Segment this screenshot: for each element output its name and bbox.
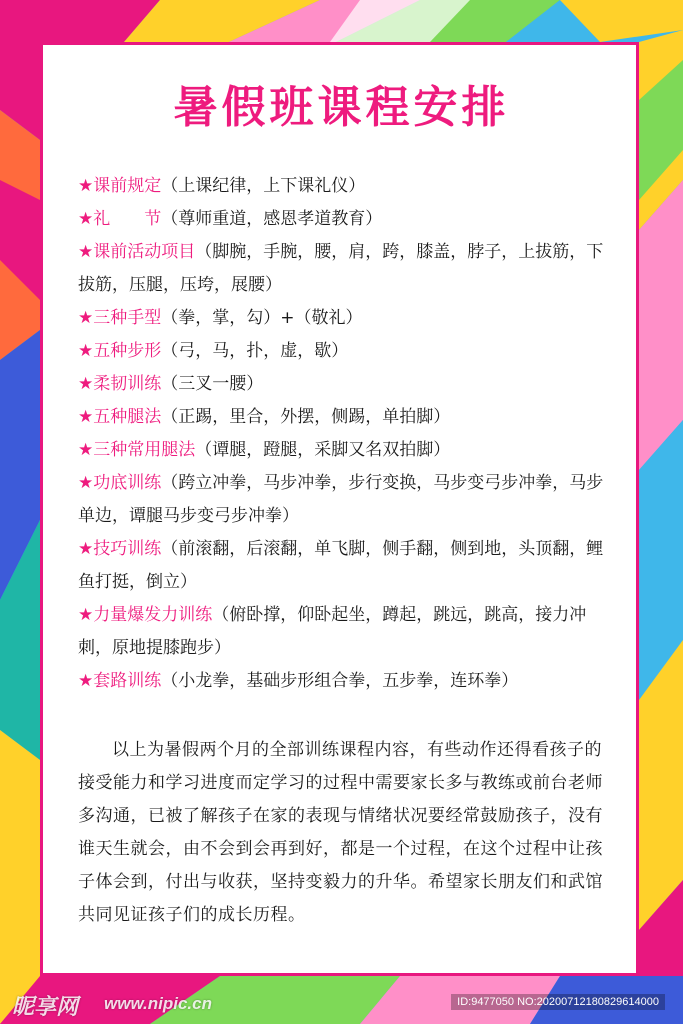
course-item-detail: （尊师重道，感恩孝道教育） xyxy=(161,209,383,229)
star-icon: ★ xyxy=(78,407,94,427)
course-item-detail: （上课纪律，上下课礼仪） xyxy=(161,176,366,196)
star-icon: ★ xyxy=(78,308,94,328)
course-item-label: 礼 节 xyxy=(93,209,162,229)
course-item-fundamentals xyxy=(78,467,614,533)
watermark-url: www.nipic.cn xyxy=(104,994,212,1013)
star-icon: ★ xyxy=(78,176,94,196)
star-icon: ★ xyxy=(78,209,94,229)
course-item-label: 功底训练 xyxy=(93,473,162,493)
course-item-detail: （小龙拳，基础步形组合拳，五步拳，连环拳） xyxy=(161,671,519,691)
watermark-logo: 昵享网 xyxy=(12,994,79,1019)
course-item-label: 三种常用腿法 xyxy=(93,440,196,460)
course-item-flexibility xyxy=(78,368,614,401)
course-item-routines xyxy=(78,665,614,698)
course-item-label: 五种腿法 xyxy=(93,407,162,427)
course-item-label: 课前规定 xyxy=(93,176,162,196)
star-icon: ★ xyxy=(78,341,94,361)
course-item-label: 三种手型 xyxy=(93,308,162,328)
course-item-label: 力量爆发力训练 xyxy=(93,605,213,625)
course-item-techniques xyxy=(78,533,614,599)
course-item-common-kicks xyxy=(78,434,614,467)
course-item-label: 套路训练 xyxy=(93,671,162,691)
course-item-label: 柔韧训练 xyxy=(93,374,162,394)
star-icon: ★ xyxy=(78,242,94,262)
course-item-label: 技巧训练 xyxy=(93,539,162,559)
poster-title: 暑假班课程安排 xyxy=(173,82,510,133)
course-item-detail: （拳，掌，勾）+（敬礼） xyxy=(161,308,363,328)
course-item-detail: （正踢，里合，外摆，侧踢，单拍脚） xyxy=(161,407,451,427)
course-item-detail: （跨立冲拳，马步冲拳，步行变换，马步变弓步冲拳，马步单边，谭腿马步变弓步冲拳） xyxy=(78,473,604,526)
star-icon: ★ xyxy=(78,671,94,691)
star-icon: ★ xyxy=(78,605,94,625)
star-icon: ★ xyxy=(78,440,94,460)
course-item-detail: （前滚翻，后滚翻，单飞脚，侧手翻，侧到地，头顶翻，鲤鱼打挺，倒立） xyxy=(78,539,604,592)
course-item-detail: （谭腿，蹬腿，采脚又名双拍脚） xyxy=(195,440,451,460)
course-item-detail: （三叉一腰） xyxy=(161,374,264,394)
course-item-detail: （弓，马，扑，虚，歇） xyxy=(161,341,349,361)
summary-paragraph: 以上为暑假两个月的全部训练课程内容，有些动作还得看孩子的接受能力和学习进度而定学习的过程中需要家长多与教练或前台老师多沟通，已被了解孩子在家的表现与情绪状况要经常鼓励孩子，没有谁天生就会，由不会到会再到好，都是一个过程，在这个过程中让孩子体会到，付出与收获，坚持变毅力的升华。希望家长朋友们和武馆共同见证孩子们的成长历程。 xyxy=(78,740,603,925)
watermark-bar xyxy=(0,986,683,1024)
course-item-rules xyxy=(78,170,614,203)
course-item-stances xyxy=(78,335,614,368)
course-item-etiquette xyxy=(78,203,614,236)
course-list xyxy=(78,170,614,698)
course-item-detail: （脚腕，手腕，腰，肩，跨，膝盖，脖子，上拔筋，下拔筋，压腿，压垮，展腰） xyxy=(78,242,604,295)
watermark-id: ID:9477050 NO:20200712180829614000 xyxy=(451,994,665,1010)
course-item-detail: （俯卧撑，仰卧起坐，蹲起，跳远，跳高，接力冲刺，原地提膝跑步） xyxy=(78,605,587,658)
course-item-label: 五种步形 xyxy=(93,341,162,361)
course-item-warmup xyxy=(78,236,614,302)
course-item-power xyxy=(78,599,614,665)
star-icon: ★ xyxy=(78,539,94,559)
course-item-label: 课前活动项目 xyxy=(93,242,196,262)
course-item-hand-forms xyxy=(78,302,614,335)
star-icon: ★ xyxy=(78,473,94,493)
course-item-kicks xyxy=(78,401,614,434)
star-icon: ★ xyxy=(78,374,94,394)
